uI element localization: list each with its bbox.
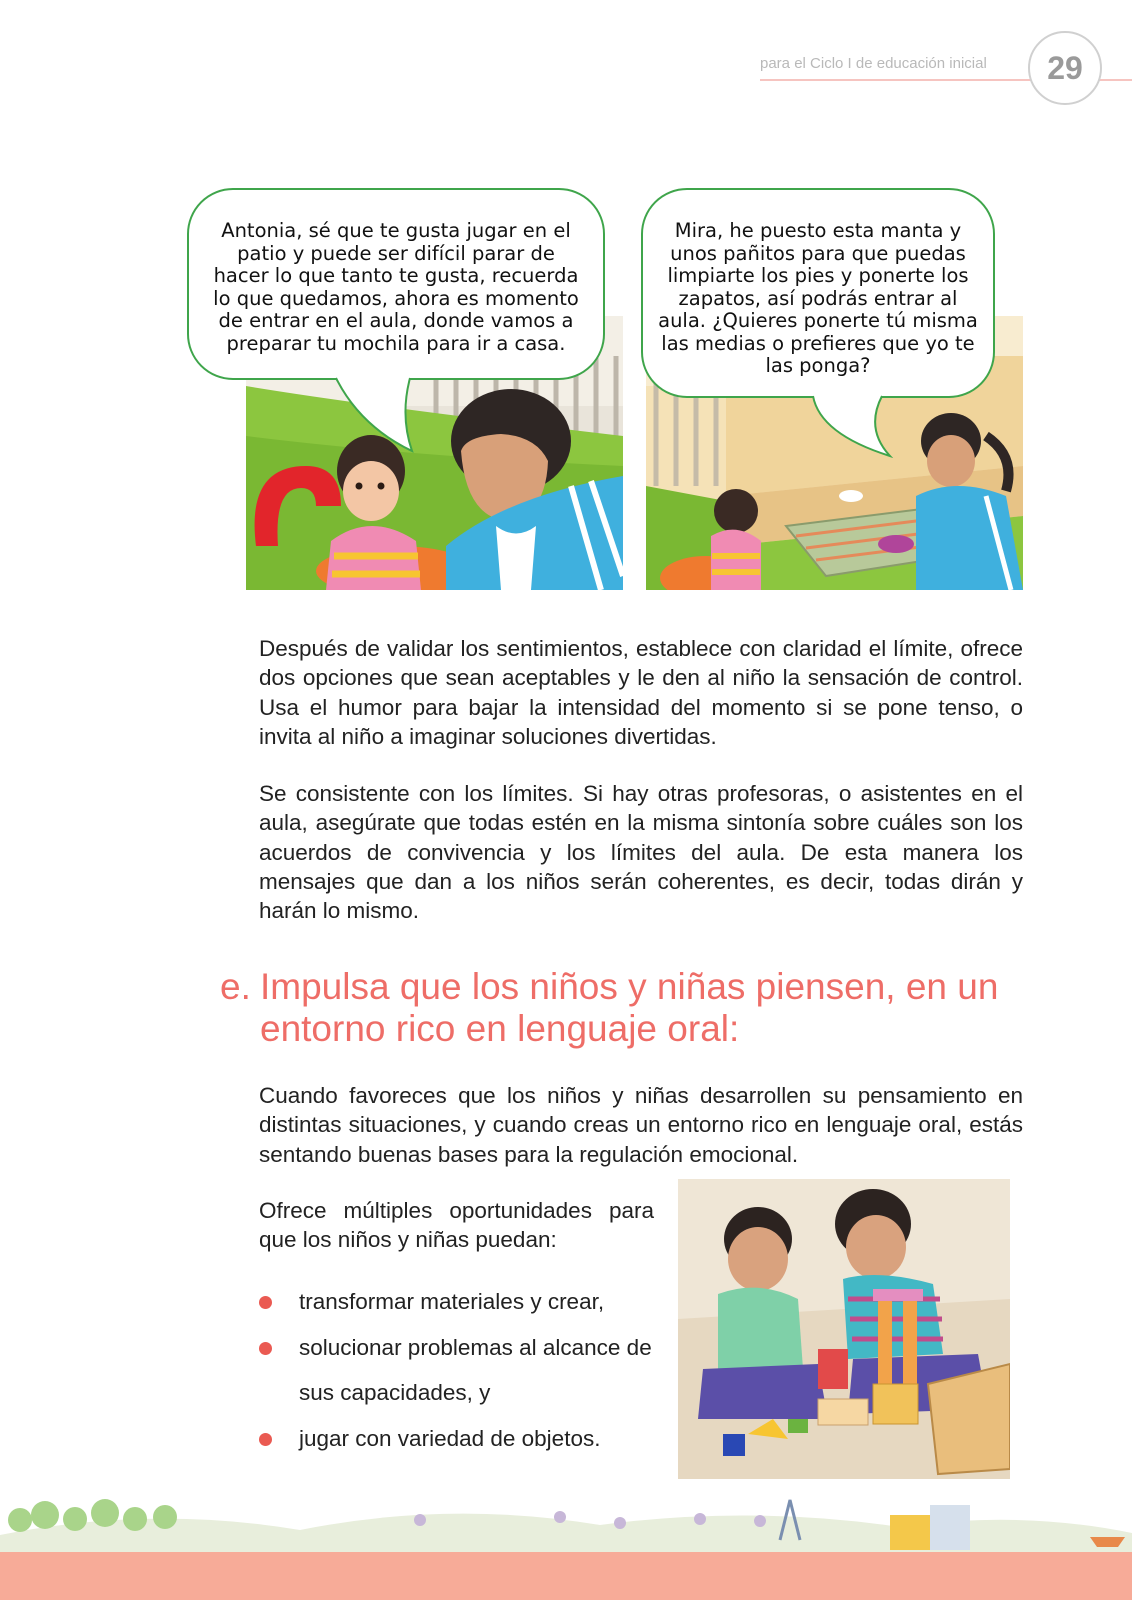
list-item-text: solucionar problemas al alcance de sus capacidades, y <box>299 1334 652 1405</box>
running-title: para el Ciclo I de educación inicial <box>760 55 987 72</box>
body-paragraph-1: Después de validar los sentimientos, establece con claridad el límite, ofrece dos opciones que sean aceptables y le den al niño la sensación de control. Usa el humor para bajar la intensidad del momento si se pone tenso, o invita al niño a imaginar soluciones divertidas. <box>259 636 1023 749</box>
block-play-picture <box>678 1179 1010 1479</box>
bullet-dot <box>259 1342 272 1355</box>
body-paragraph-2: Se consistente con los límites. Si hay otras profesoras, o asistentes en el aula, asegúrate que todas estén en la misma sintonía sobre cuáles son los acuerdos de convivencia y los límites del aula. De esta manera los mensajes que dan a los niños serán coherentes, es decir, todas dirán y harán lo mismo. <box>259 781 1023 924</box>
speech-tail-right <box>810 394 900 462</box>
speech-text-left: Antonia, sé que te gusta jugar en el patio y puede ser difícil parar de hacer lo que tanto te gusta, recuerda lo que quedamos, ahora es momento de entrar en el aula, donde vamos a preparar tu mochila para ir a casa. <box>213 219 579 355</box>
list-item <box>259 1279 659 1325</box>
footer-band <box>0 1552 1132 1600</box>
list-item <box>259 1325 659 1416</box>
speech-tail-left <box>330 376 420 456</box>
list-item-text: transformar materiales y crear, <box>299 1289 605 1314</box>
speech-bubble-right <box>641 188 995 398</box>
bullet-dot <box>259 1433 272 1446</box>
children-blocks-illustration <box>678 1179 1010 1479</box>
list-item-text: jugar con variedad de objetos. <box>299 1425 601 1451</box>
section-letter: e. <box>220 966 251 1007</box>
section-intro: Ofrece múltiples oportunidades para que los niños y niñas puedan: <box>259 1198 654 1253</box>
bullet-dot <box>259 1296 272 1309</box>
section-paragraph: Cuando favoreces que los niños y niñas desarrollen su pensamiento en distintas situaciones, y cuando creas un entorno rico en lenguaje oral, estás sentando buenas bases para la regulación emocional. <box>259 1083 1023 1167</box>
speech-text-right: Mira, he puesto esta manta y unos pañitos para que puedas limpiarte los pies y ponerte los zapatos, así podrás entrar al aula. ¿Quieres ponerte tú misma las medias o prefieres que yo te las ponga? <box>658 219 978 377</box>
opportunity-list <box>259 1279 659 1461</box>
page-number: 29 <box>1028 31 1102 105</box>
list-item <box>259 1416 659 1462</box>
speech-bubble-left <box>187 188 605 380</box>
footer-landscape-decoration <box>0 1495 1132 1555</box>
section-title: Impulsa que los niños y niñas piensen, en un entorno rico en lenguaje oral: <box>260 966 999 1049</box>
